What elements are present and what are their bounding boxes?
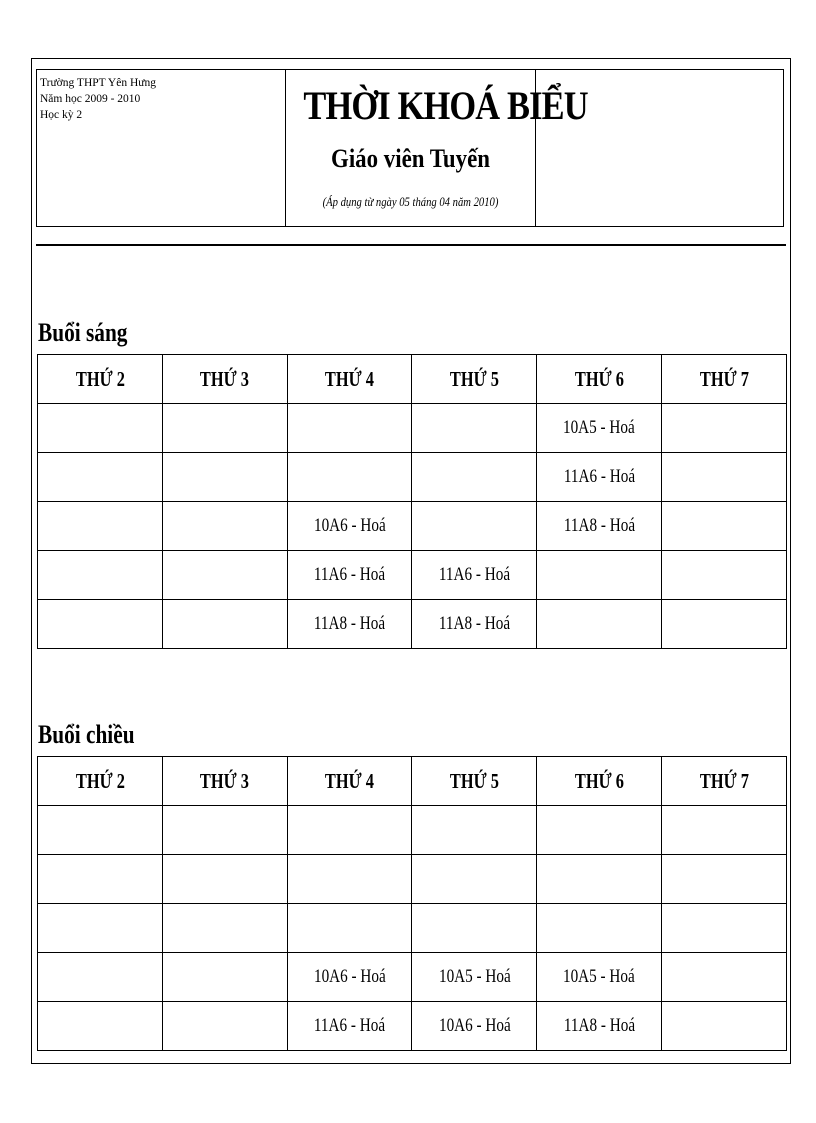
lesson-text: 10A5 - Hoá: [563, 966, 636, 987]
morning-label: Buổi sáng: [38, 318, 128, 347]
schedule-cell: [662, 404, 787, 453]
schedule-cell: [537, 551, 662, 600]
table-row: [38, 904, 787, 953]
table-row: [38, 404, 787, 453]
schedule-cell: [412, 551, 537, 600]
schedule-cell: [662, 904, 787, 953]
lesson-text: 10A6 - Hoá: [313, 966, 386, 987]
schedule-cell: [287, 953, 412, 1002]
schedule-cell: [537, 600, 662, 649]
schedule-cell: [38, 806, 163, 855]
schedule-cell: [412, 600, 537, 649]
day-header-label: THỨ 3: [200, 366, 250, 391]
schedule-cell: [662, 1002, 787, 1051]
lesson-text: 11A6 - Hoá: [438, 564, 510, 585]
schedule-cell: [662, 855, 787, 904]
schedule-cell: [537, 404, 662, 453]
school-year: Năm học 2009 - 2010: [40, 93, 141, 105]
teacher-name: Giáo viên Tuyến: [331, 144, 490, 173]
day-header: [412, 757, 537, 806]
lesson-text: 10A5 - Hoá: [563, 417, 636, 438]
schedule-cell: [412, 855, 537, 904]
schedule-cell: [38, 404, 163, 453]
table-row: [38, 1002, 787, 1051]
day-header-label: THỨ 6: [574, 366, 624, 391]
schedule-cell: [162, 551, 287, 600]
day-header-label: THỨ 3: [200, 768, 250, 793]
schedule-cell: [287, 1002, 412, 1051]
lesson-text: 11A8 - Hoá: [563, 515, 635, 536]
schedule-cell: [162, 953, 287, 1002]
schedule-cell: [537, 453, 662, 502]
schedule-cell: [537, 953, 662, 1002]
schedule-cell: [287, 453, 412, 502]
morning-body: [38, 404, 787, 649]
afternoon-header-row: [38, 757, 787, 806]
day-header: [287, 757, 412, 806]
schedule-cell: [38, 502, 163, 551]
day-header: [287, 355, 412, 404]
day-header-label: THỨ 5: [449, 768, 499, 793]
day-header-label: THỨ 4: [325, 366, 375, 391]
table-row: [38, 953, 787, 1002]
schedule-cell: [287, 855, 412, 904]
day-header: [412, 355, 537, 404]
day-header-label: THỨ 2: [75, 366, 125, 391]
schedule-cell: [662, 806, 787, 855]
afternoon-table: [37, 756, 787, 1051]
schedule-cell: [412, 404, 537, 453]
day-header: [162, 757, 287, 806]
schedule-cell: [162, 404, 287, 453]
header-box: [36, 69, 784, 227]
day-header-label: THỨ 5: [449, 366, 499, 391]
schedule-cell: [287, 904, 412, 953]
day-header: [537, 355, 662, 404]
schedule-cell: [162, 600, 287, 649]
schedule-cell: [537, 855, 662, 904]
schedule-cell: [38, 551, 163, 600]
schedule-cell: [662, 453, 787, 502]
schedule-cell: [162, 1002, 287, 1051]
schedule-cell: [162, 904, 287, 953]
table-row: [38, 502, 787, 551]
morning-header-row: [38, 355, 787, 404]
semester: Học kỳ 2: [40, 109, 83, 121]
day-header: [38, 355, 163, 404]
lesson-text: 11A6 - Hoá: [563, 466, 635, 487]
schedule-cell: [162, 453, 287, 502]
schedule-cell: [662, 551, 787, 600]
lesson-text: 10A5 - Hoá: [438, 966, 511, 987]
table-row: [38, 600, 787, 649]
schedule-cell: [412, 904, 537, 953]
school-info: [37, 70, 286, 226]
lesson-text: 11A8 - Hoá: [313, 613, 386, 634]
schedule-cell: [662, 953, 787, 1002]
schedule-cell: [162, 806, 287, 855]
divider: [36, 244, 786, 246]
schedule-cell: [537, 502, 662, 551]
page-title: THỜI KHOÁ BIỂU: [303, 83, 588, 128]
table-row: [38, 551, 787, 600]
schedule-cell: [38, 453, 163, 502]
schedule-cell: [38, 1002, 163, 1051]
table-row: [38, 806, 787, 855]
day-header: [537, 757, 662, 806]
day-header-label: THỨ 6: [574, 768, 624, 793]
schedule-cell: [412, 1002, 537, 1051]
day-header: [662, 757, 787, 806]
afternoon-body: [38, 806, 787, 1051]
schedule-cell: [412, 953, 537, 1002]
day-header: [162, 355, 287, 404]
day-header-label: THỨ 4: [325, 768, 375, 793]
schedule-cell: [662, 600, 787, 649]
lesson-text: 10A6 - Hoá: [438, 1015, 511, 1036]
schedule-cell: [287, 806, 412, 855]
schedule-cell: [662, 502, 787, 551]
schedule-cell: [287, 551, 412, 600]
lesson-text: 11A6 - Hoá: [313, 1015, 386, 1036]
schedule-cell: [287, 502, 412, 551]
day-header-label: THỨ 7: [699, 768, 749, 793]
title-block: [286, 70, 588, 226]
table-row: [38, 453, 787, 502]
schedule-cell: [38, 953, 163, 1002]
day-header: [662, 355, 787, 404]
schedule-cell: [412, 453, 537, 502]
day-header: [38, 757, 163, 806]
schedule-cell: [162, 855, 287, 904]
schedule-cell: [287, 600, 412, 649]
schedule-cell: [38, 855, 163, 904]
schedule-cell: [287, 404, 412, 453]
table-row: [38, 855, 787, 904]
school-name: Trường THPT Yên Hưng: [40, 77, 156, 89]
lesson-text: 10A6 - Hoá: [313, 515, 386, 536]
schedule-cell: [162, 502, 287, 551]
apply-note: (Áp dụng từ ngày 05 tháng 04 năm 2010): [322, 195, 499, 209]
day-header-label: THỨ 2: [75, 768, 125, 793]
afternoon-label: Buổi chiều: [38, 720, 135, 749]
schedule-cell: [38, 904, 163, 953]
day-header-label: THỨ 7: [699, 366, 749, 391]
schedule-cell: [412, 806, 537, 855]
schedule-cell: [412, 502, 537, 551]
lesson-text: 11A8 - Hoá: [563, 1015, 635, 1036]
schedule-cell: [537, 904, 662, 953]
schedule-cell: [537, 1002, 662, 1051]
lesson-text: 11A8 - Hoá: [438, 613, 510, 634]
lesson-text: 11A6 - Hoá: [313, 564, 386, 585]
schedule-cell: [537, 806, 662, 855]
morning-table: [37, 354, 787, 649]
schedule-cell: [38, 600, 163, 649]
